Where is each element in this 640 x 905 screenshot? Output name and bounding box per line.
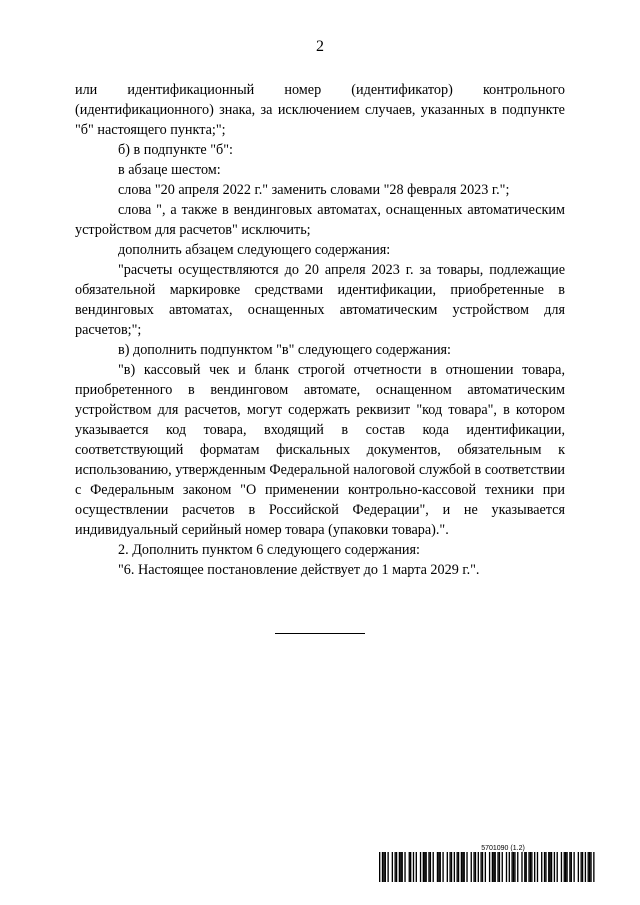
barcode-bar (506, 852, 507, 882)
section-divider (275, 633, 365, 634)
barcode-bar (541, 852, 542, 882)
barcode-bar (514, 852, 515, 882)
barcode-bar (548, 852, 549, 882)
barcode-bar (392, 852, 393, 882)
paragraph: в абзаце шестом: (118, 162, 221, 178)
barcode-bar (545, 852, 546, 882)
barcode-bar (399, 852, 400, 882)
barcode-bar (589, 852, 590, 882)
barcode-caption: 5701090 (1.2) (481, 845, 525, 852)
barcode-bar (551, 852, 552, 882)
paragraph: дополнить абзацем следующего содержания: (118, 242, 391, 258)
barcode-bar (482, 852, 483, 882)
barcode-bar (395, 852, 396, 882)
barcode-bar (420, 852, 421, 882)
barcode-bar (383, 852, 384, 882)
barcode-bar (582, 852, 583, 882)
barcode-bar (437, 852, 438, 882)
paragraph: "в) кассовый чек и бланк строгой отчетности в отношении товара, приобретенного в вендинговом автомате, оснащенном автоматическим устройством для расчетов, могут содержать реквизит "код товара", в котором указывается код товара, входящий в состав кода идентификации, соответствующий форматам фискальных документов, обязательным к использованию, утвержденным Федеральной налоговой службой в соответствии с Федеральным законом "О применении контрольно-кассовой техники при осуществлении расчетов в Российской Федерации", и не указывается индивидуальный серийный номер товара (упаковки товара).". (75, 362, 565, 538)
barcode-bar (458, 852, 459, 882)
barcode-bar (424, 852, 425, 882)
barcode-bar (480, 852, 481, 882)
barcode-bar (554, 852, 555, 882)
barcode-bar (475, 852, 476, 882)
barcode-bar (511, 852, 512, 882)
barcode-bar (440, 852, 441, 882)
paragraph: слова ", а также в вендинговых автоматах, оснащенных автоматическим устройством для расчетов" исключить; (75, 202, 565, 238)
barcode-bar (428, 852, 429, 882)
barcode-bar (530, 852, 531, 882)
barcode-bar (557, 852, 558, 882)
barcode-bar (565, 852, 566, 882)
barcode-bar (531, 852, 532, 882)
barcode-bar (499, 852, 500, 882)
barcode-bar (588, 852, 589, 882)
barcode-bar (402, 852, 403, 882)
barcode-bar (473, 852, 474, 882)
barcode-bar (509, 852, 510, 882)
barcode-bar (493, 852, 494, 882)
paragraph: в) дополнить подпунктом "в" следующего содержания: (118, 342, 452, 358)
barcode-bar (396, 852, 397, 882)
barcode-bar (569, 852, 570, 882)
barcode-bar (517, 852, 518, 882)
barcode-bar (462, 852, 463, 882)
barcode-bar (573, 852, 574, 882)
barcode-bar (550, 852, 551, 882)
document-body (75, 80, 565, 580)
barcode-bar (502, 852, 503, 882)
paragraph: слова "20 апреля 2022 г." заменить словами "28 февраля 2023 г."; (118, 182, 510, 198)
barcode-bar (495, 852, 496, 882)
barcode-bar (416, 852, 417, 882)
barcode-bar (564, 852, 565, 882)
barcode-bar (461, 852, 462, 882)
barcode-bar (413, 852, 414, 882)
barcode-bar (537, 852, 538, 882)
barcode-bar (387, 852, 388, 882)
barcode-bar (571, 852, 572, 882)
barcode-bar (457, 852, 458, 882)
barcode-bar (438, 852, 439, 882)
paragraph: "6. Настоящее постановление действует до 1 марта 2029 г.". (118, 562, 480, 578)
barcode-bar (521, 852, 522, 882)
barcode-bar (426, 852, 427, 882)
barcode-bar (590, 852, 591, 882)
barcode-bar (423, 852, 424, 882)
barcode-bar (585, 852, 586, 882)
barcode-bar (561, 852, 562, 882)
barcode-bar (524, 852, 525, 882)
barcode-bar (447, 852, 448, 882)
barcode-bar (578, 852, 579, 882)
barcode-bar (451, 852, 452, 882)
barcode-bar (566, 852, 567, 882)
barcode-bar (466, 852, 467, 882)
barcode-bar (449, 852, 450, 882)
paragraph: "расчеты осуществляются до 20 апреля 2023 г. за товары, подлежащие обязательной маркировке средствами идентификации, приобретенные в вендинговых автоматах, оснащенных автоматическим устройством для расчетов;"; (75, 262, 565, 338)
barcode (379, 852, 596, 882)
barcode-bar (489, 852, 490, 882)
barcode-bar (534, 852, 535, 882)
barcode-bar (464, 852, 465, 882)
paragraph: б) в подпункте "б": (118, 142, 234, 158)
barcode-bar (385, 852, 386, 882)
barcode-bar (430, 852, 431, 882)
barcode-bar (471, 852, 472, 882)
barcode-bar (485, 852, 486, 882)
barcode-bar (400, 852, 401, 882)
paragraph: или идентификационный номер (идентификатор) контрольного (идентификационного) знака, за исключением случаев, указанных в подпункте "б" настоящего пункта;"; (75, 82, 565, 138)
barcode-bar (454, 852, 455, 882)
barcode-bar (442, 852, 443, 882)
barcode-bar (433, 852, 434, 882)
barcode-bar (528, 852, 529, 882)
barcode-bar (410, 852, 411, 882)
barcode-bar (409, 852, 410, 882)
page-number: 2 (316, 38, 324, 55)
barcode-bar (379, 852, 380, 882)
barcode-bar (382, 852, 383, 882)
barcode-bar (526, 852, 527, 882)
barcode-bar (513, 852, 514, 882)
barcode-bar (544, 852, 545, 882)
barcode-bar (497, 852, 498, 882)
barcode-bar (581, 852, 582, 882)
barcode-bar (404, 852, 405, 882)
paragraph: 2. Дополнить пунктом 6 следующего содержания: (118, 542, 420, 558)
barcode-bar (593, 852, 594, 882)
barcode-bar (478, 852, 479, 882)
barcode-bar (492, 852, 493, 882)
